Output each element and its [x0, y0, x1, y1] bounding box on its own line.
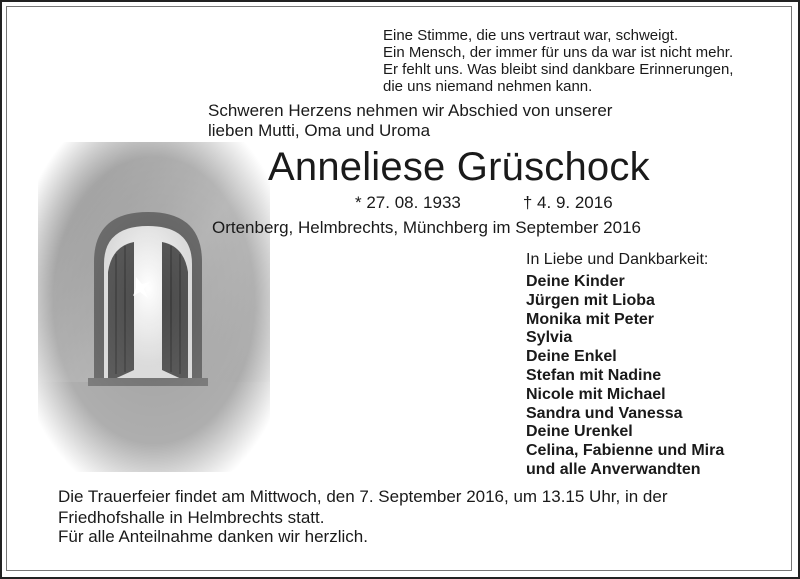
poem [383, 27, 763, 95]
funeral-details [58, 486, 668, 528]
mourner-entry: Nicole mit Michael [526, 385, 666, 403]
intro-line: Schweren Herzens nehmen wir Abschied von unserer [208, 101, 613, 120]
place-and-date: Ortenberg, Helmbrechts, Münchberg im September 2016 [212, 218, 641, 237]
poem-line: die uns niemand nehmen kann. [383, 78, 593, 95]
closing-thanks: Für alle Anteilnahme danken wir herzlich. [58, 527, 368, 546]
mourner-entry: und alle Anverwandten [526, 460, 701, 478]
mourner-entry: Sandra und Vanessa [526, 404, 683, 422]
funeral-line: Friedhofshalle in Helmbrechts statt. [58, 508, 325, 527]
life-dates [355, 193, 613, 213]
poem-line: Eine Stimme, die uns vertraut war, schweigt. [383, 27, 679, 44]
mourners-list [526, 273, 724, 480]
door-photo [38, 142, 270, 472]
intro-text [208, 101, 612, 141]
thanks-line: In Liebe und Dankbarkeit: [526, 251, 709, 268]
mourner-entry: Stefan mit Nadine [526, 366, 662, 384]
intro-line: lieben Mutti, Oma und Uroma [208, 121, 431, 140]
mourner-entry: Jürgen mit Lioba [526, 291, 655, 309]
funeral-line: Die Trauerfeier findet am Mittwoch, den 7. September 2016, um 13.15 Uhr, in der [58, 487, 668, 506]
mourner-entry: Celina, Fabienne und Mira [526, 442, 725, 460]
poem-line: Ein Mensch, der immer für uns da war ist nicht mehr. [383, 44, 734, 61]
birth-date: * 27. 08. 1933 [355, 193, 461, 212]
mourner-entry: Deine Enkel [526, 348, 617, 366]
mourner-entry: Deine Urenkel [526, 423, 633, 441]
mourner-entry: Sylvia [526, 329, 573, 347]
deceased-name: Anneliese Grüschock [268, 145, 650, 189]
poem-line: Er fehlt uns. Was bleibt sind dankbare Erinnerungen, [383, 61, 734, 78]
mourner-entry: Monika mit Peter [526, 310, 655, 328]
death-date: † 4. 9. 2016 [522, 193, 613, 212]
mourner-entry: Deine Kinder [526, 273, 625, 290]
